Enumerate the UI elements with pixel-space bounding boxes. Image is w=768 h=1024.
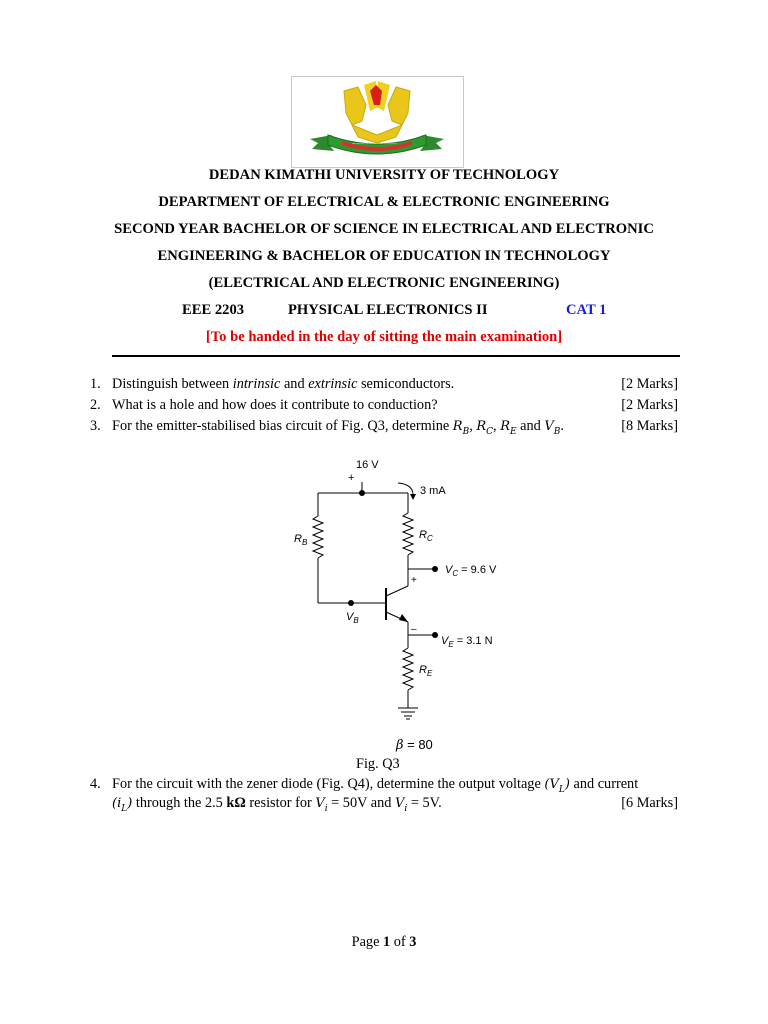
question-number: 1. [90, 376, 101, 392]
department-name: DEPARTMENT OF ELECTRICAL & ELECTRONIC ENGINEERING [158, 194, 610, 210]
circuit-diagram [280, 450, 520, 760]
question-number: 2. [90, 397, 101, 413]
re-label: $R_E$ [419, 664, 433, 678]
programme-line-3: (ELECTRICAL AND ELECTRONIC ENGINEERING) [208, 275, 560, 291]
junction-node [359, 490, 365, 496]
base-node [348, 600, 354, 606]
vc-label: $V_C = 9.6$ V [445, 564, 497, 578]
figure-caption: Fig. Q3 [356, 756, 400, 772]
supply-plus-sign: + [348, 472, 355, 484]
programme-line-2: ENGINEERING & BACHELOR OF EDUCATION IN TECHNOLOGY [157, 248, 611, 264]
logo-banner-text: DEDAN KIMATHI UNIVERSITY OF TECHNOLOGY [352, 143, 398, 145]
vb-label: $V_B$ [346, 611, 359, 625]
page-number: Page 1 of 3 [351, 934, 417, 950]
emitter-minus-sign: – [411, 624, 417, 635]
logo-emblem-icon [292, 77, 463, 167]
rb-label: $R_B$ [294, 533, 308, 547]
question-marks: [2 Marks] [621, 376, 678, 392]
header-divider [112, 355, 680, 357]
question-text: For the circuit with the zener diode (Fig. Q4), determine the output voltage $(V_L)$ and current [112, 776, 639, 795]
university-name: DEDAN KIMATHI UNIVERSITY OF TECHNOLOGY [208, 167, 560, 183]
submission-instruction: [To be handed in the day of sitting the main examination] [205, 329, 563, 345]
question-number: 3. [90, 418, 101, 434]
question-text: $(i_L)$ through the 2.5 kΩ resistor for $V_i = 50V$ and $V_i = 5V$. [112, 795, 442, 814]
ve-label: $V_E = 3.1$ N [441, 635, 493, 649]
rc-label: $R_C$ [419, 529, 433, 543]
programme-line-1: SECOND YEAR BACHELOR OF SCIENCE IN ELECTRICAL AND ELECTRONIC [114, 221, 654, 237]
collector-plus-sign: + [411, 575, 417, 586]
university-logo [291, 76, 464, 168]
question-text: For the emitter-stabilised bias circuit of Fig. Q3, determine $R_B$, $R_C$, $R_E$ and $V_B$. [112, 418, 564, 437]
question-marks: [6 Marks] [621, 795, 678, 811]
circuit-figure-q3 [280, 450, 520, 765]
emitter-terminal [432, 632, 438, 638]
question-marks: [2 Marks] [621, 397, 678, 413]
question-number: 4. [90, 776, 101, 792]
question-text: What is a hole and how does it contribute to conduction? [112, 397, 438, 413]
question-text: Distinguish between intrinsic and extrinsic semiconductors. [112, 376, 455, 392]
question-marks: [8 Marks] [621, 418, 678, 434]
beta-label: β = 80 [396, 737, 433, 753]
supply-voltage-label: 16 V [356, 459, 379, 471]
emitter-arrow-icon [399, 614, 408, 622]
course-name: PHYSICAL ELECTRONICS II [288, 302, 488, 318]
collector-terminal [432, 566, 438, 572]
current-arrow-icon [410, 494, 416, 500]
collector-current-label: 3 mA [420, 485, 446, 497]
course-code: EEE 2203 [182, 302, 245, 318]
assessment-label: CAT 1 [566, 302, 607, 318]
